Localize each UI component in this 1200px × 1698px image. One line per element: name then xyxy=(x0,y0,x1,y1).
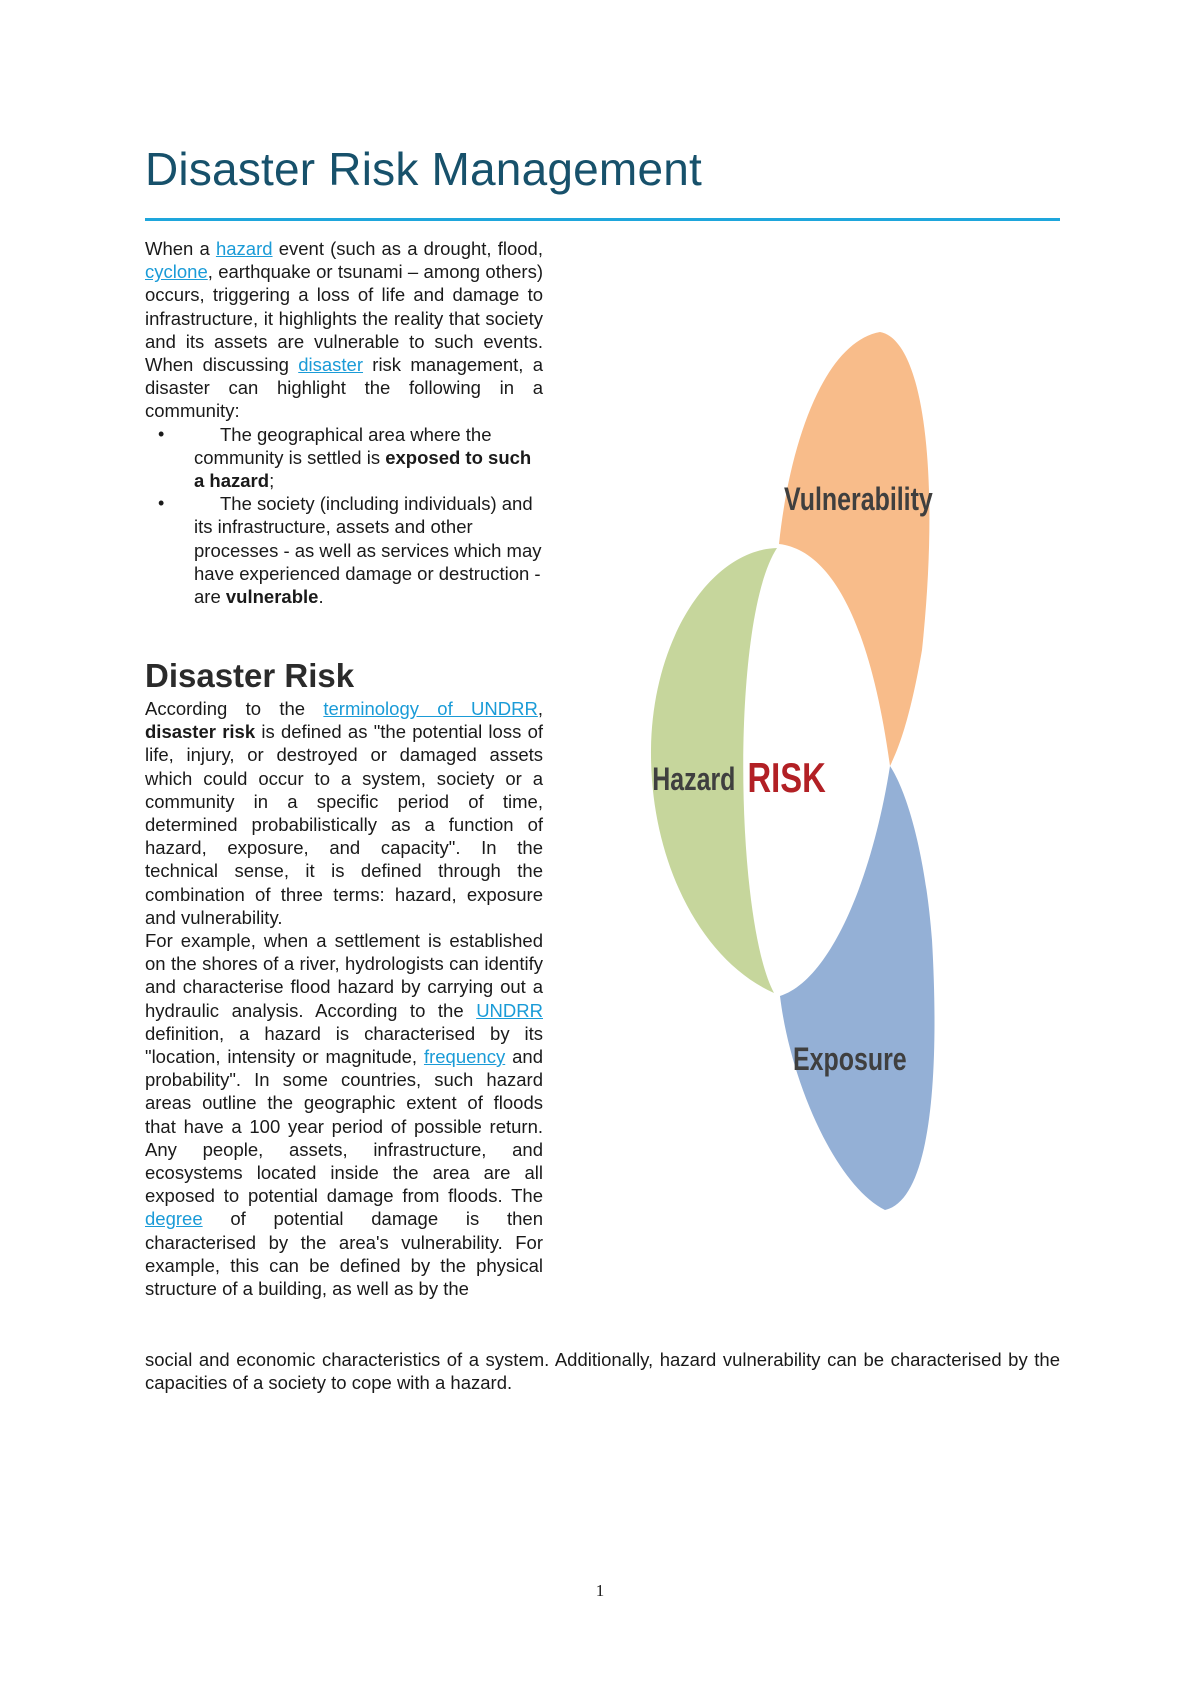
disaster-risk-section xyxy=(145,657,543,1300)
def-text-2: , xyxy=(537,698,543,719)
ex-text-2: definition, a hazard is characterised by its "location, intensity or magnitude, xyxy=(145,1022,543,1068)
disaster-link[interactable]: disaster xyxy=(298,354,364,376)
example-paragraph xyxy=(145,929,543,1300)
intro-text-1: When a xyxy=(145,238,216,259)
risk-label: RISK xyxy=(747,754,826,801)
bullet-end: . xyxy=(318,586,324,608)
continuation-paragraph: social and economic characteristics of a system. Additionally, hazard vulnerability can be characterised by the capacities of a society to cope with a hazard. xyxy=(145,1349,1060,1394)
exposure-label: Exposure xyxy=(792,1042,907,1078)
undrr-link[interactable]: UNDRR xyxy=(476,999,543,1021)
definition-paragraph xyxy=(145,697,543,929)
bullet-bold: vulnerable xyxy=(225,586,319,608)
intro-text-4: risk management, a disaster can highlight the following in a community: xyxy=(145,354,543,422)
bullet-text: The geographical area where the community is settled is xyxy=(194,423,492,468)
title-underline xyxy=(145,218,1060,221)
cyclone-link[interactable]: cyclone xyxy=(145,261,208,283)
section-heading: Disaster Risk xyxy=(145,657,355,694)
ex-text-3: and probability". In some countries, such hazard areas outline the geographic extent of floods that have a 100 year period of possible return. Any people, assets, infrastructure, and ecosystems located inside the area are all exposed to potential damage from floods. The xyxy=(145,1046,543,1207)
intro-text-3: , earthquake or tsunami – among others) occurs, triggering a loss of life and damage to infrastructure, it highlights the reality that society and its assets are vulnerable to such events. When discussing xyxy=(145,261,543,376)
ex-text-1: For example, when a settlement is established on the shores of a river, hydrologists can identify and characterise flood hazard by carrying out a hydraulic analysis. According to the xyxy=(145,930,543,1021)
intro-text-2: event (such as a drought, flood, xyxy=(272,238,543,259)
terminology-link[interactable]: terminology of UNDRR xyxy=(323,698,538,719)
degree-link[interactable]: degree xyxy=(145,1208,203,1230)
bullet-text: The society (including individuals) and its infrastructure, assets and other processes - as well as services which may have experienced damage or destruction - are xyxy=(194,493,542,608)
ex-text-4: of potential damage is then characterised by the area's vulnerability. For example, this can be defined by the physical structure of a building, as well as by the xyxy=(145,1208,543,1300)
risk-diagram xyxy=(640,320,960,1220)
page-title: Disaster Risk Management xyxy=(145,143,703,195)
def-bold: disaster risk xyxy=(145,721,256,743)
vulnerability-petal xyxy=(779,332,929,766)
bullet-list xyxy=(145,423,543,609)
hazard-label: Hazard xyxy=(652,762,736,798)
def-text-1: According to the xyxy=(145,698,324,719)
exposure-petal xyxy=(780,766,935,1210)
page-number: 1 xyxy=(595,1581,605,1600)
continuation-paragraph-wrap xyxy=(145,1348,1060,1394)
bullet-icon: • xyxy=(158,493,165,514)
list-item xyxy=(145,423,543,493)
intro-section xyxy=(145,237,543,608)
bullet-icon: • xyxy=(158,423,165,444)
intro-paragraph xyxy=(145,237,543,423)
list-item xyxy=(145,492,543,608)
bullet-bold: exposed to such a hazard xyxy=(194,446,532,492)
bullet-end: ; xyxy=(269,470,275,492)
hazard-link[interactable]: hazard xyxy=(215,238,273,259)
frequency-link[interactable]: frequency xyxy=(423,1046,506,1068)
def-text-3: is defined as "the potential loss of life, injury, or destroyed or damaged assets which could occur to a system, society or a community in a specific period of time, determined probabilistically as a function of hazard, exposure, and capacity". In the technical sense, it is defined through the combination of three terms: hazard, exposure and vulnerability. xyxy=(145,721,543,928)
vulnerability-label: Vulnerability xyxy=(783,482,933,518)
